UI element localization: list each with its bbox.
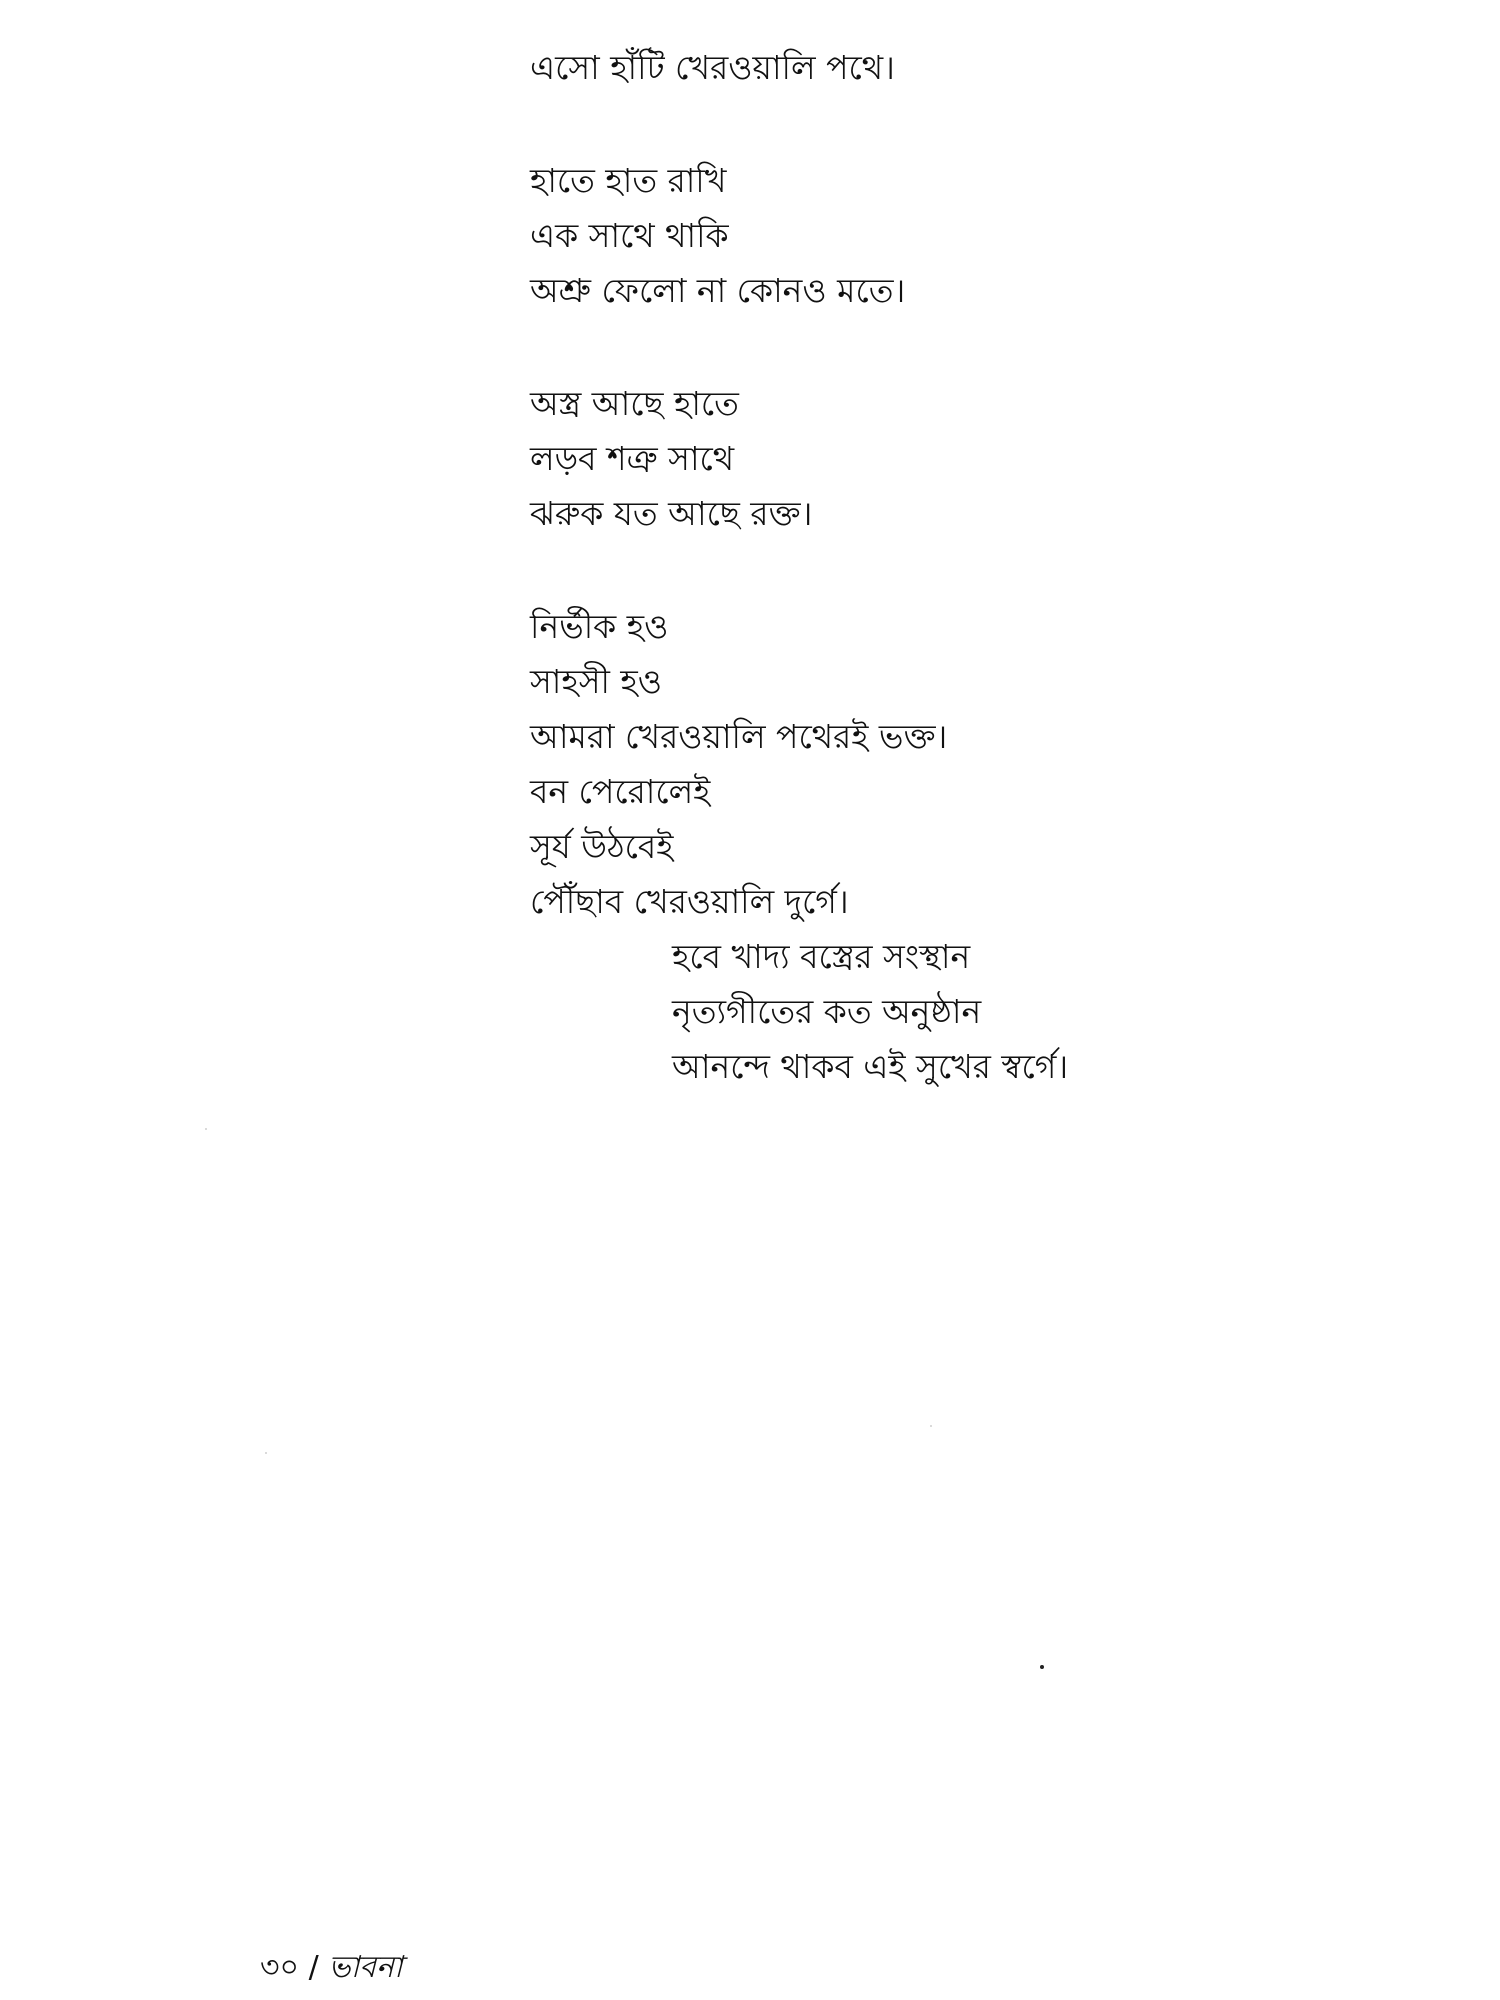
poem-line: অস্ত্র আছে হাতে	[530, 384, 739, 423]
poem-line: সূর্য উঠবেই	[530, 827, 674, 866]
poem-body	[530, 40, 1430, 1152]
poem-line: আমরা খেরওয়ালি পথেরই ভক্ত।	[530, 717, 948, 756]
scan-speck	[205, 1128, 207, 1130]
stanza-4	[530, 599, 1430, 1094]
poem-line: নির্ভীক হও	[530, 607, 669, 646]
poem-line-indented: নৃত্যগীতের কত অনুষ্ঠান	[672, 992, 982, 1031]
poem-line: পৌঁছাব খেরওয়ালি দুর্গে।	[530, 882, 849, 921]
poem-line: ঝরুক যত আছে রক্ত।	[530, 494, 813, 533]
poem-line-indented: হবে খাদ্য বস্ত্রের সংস্থান	[672, 937, 971, 976]
book-title: ভাবনা	[328, 1950, 403, 1985]
poem-line-indented: আনন্দে থাকব এই সুখের স্বর্গে।	[672, 1047, 1069, 1086]
poem-line: এক সাথে থাকি	[530, 216, 729, 255]
stanza-3	[530, 376, 1430, 541]
stanza-2	[530, 153, 1430, 318]
scan-speck	[1040, 1665, 1044, 1669]
poem-line: অশ্রু ফেলো না কোনও মতে।	[530, 271, 906, 310]
scan-speck	[265, 1452, 267, 1454]
poem-line: সাহসী হও	[530, 662, 663, 701]
poem-line: হাতে হাত রাখি	[530, 161, 727, 200]
page-number: ৩০	[260, 1950, 300, 1985]
footer-separator: /	[308, 1950, 319, 1985]
scan-speck	[930, 1425, 932, 1427]
page-footer	[260, 1948, 403, 1988]
poem-line: এসো হাঁটি খেরওয়ালি পথে।	[530, 48, 895, 87]
poem-line: বন পেরোলেই	[530, 772, 711, 811]
poem-line: লড়ব শত্রু সাথে	[530, 439, 735, 478]
stanza-1	[530, 40, 1430, 95]
